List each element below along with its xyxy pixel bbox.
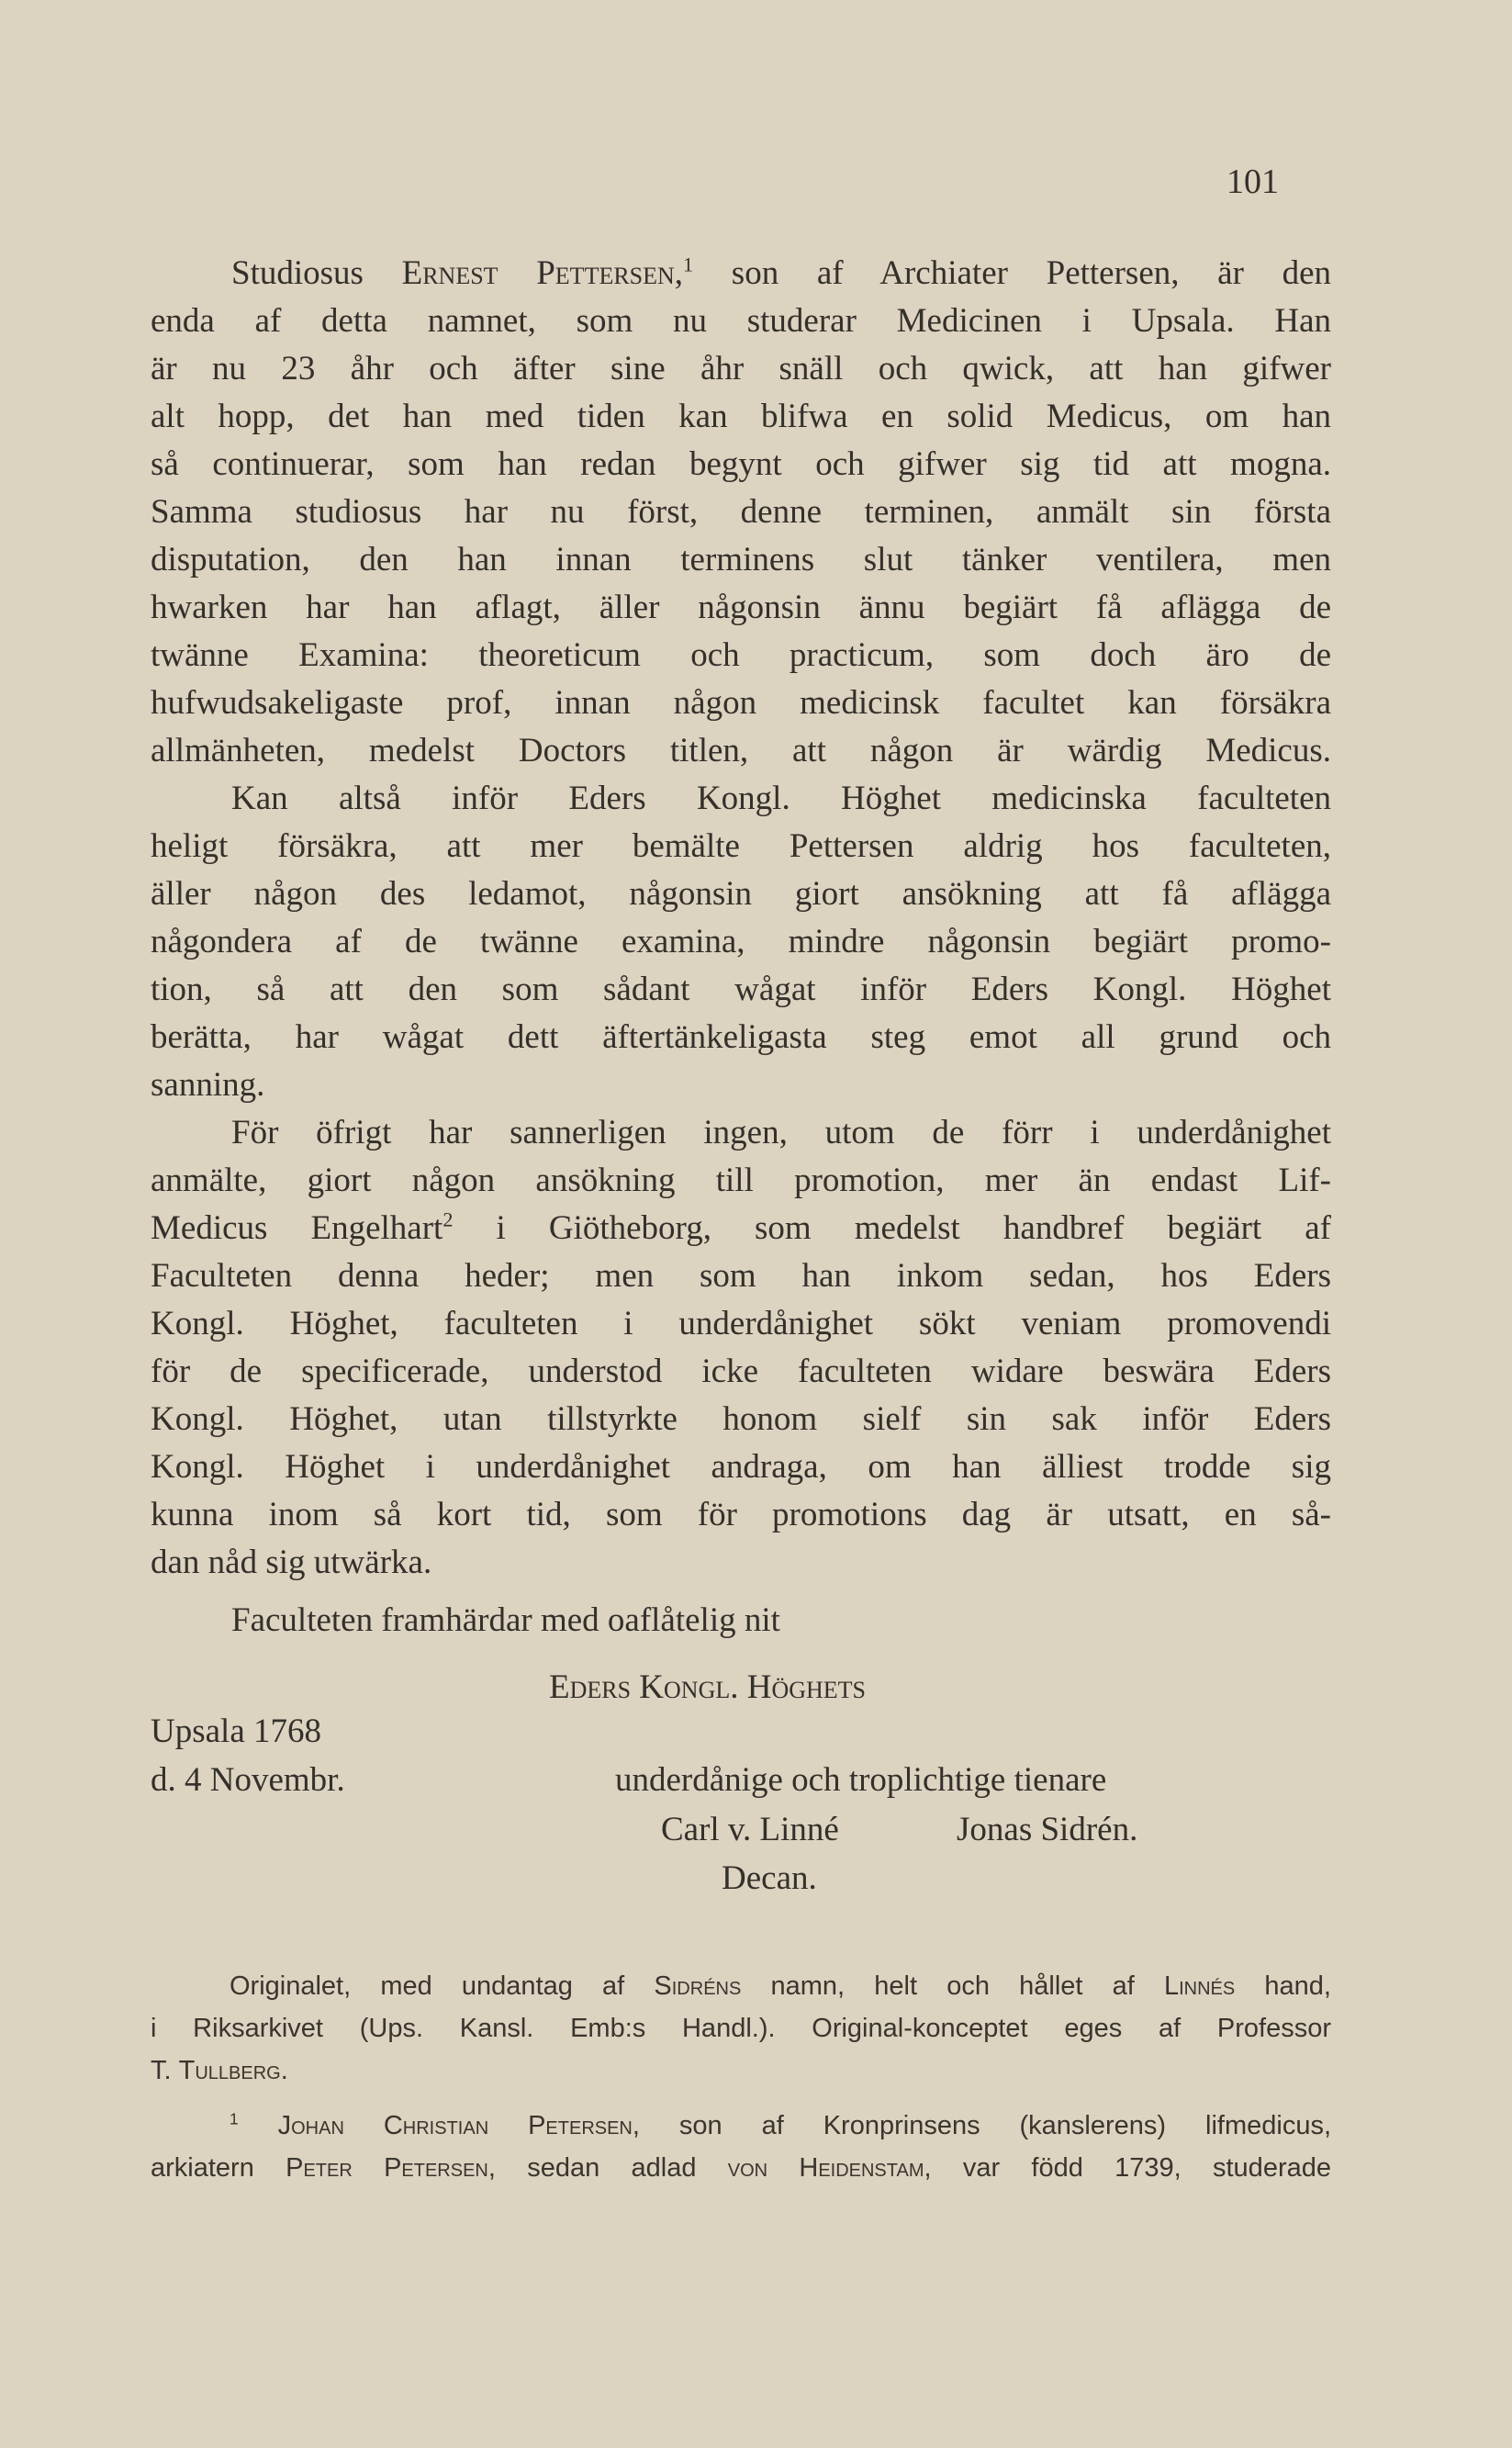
body-line: sanning. — [151, 1066, 265, 1104]
body-line: kunna inom så kort tid, som för promotions dag är utsatt, en så- — [151, 1496, 1331, 1533]
body-line: anmälte, giort någon ansökning till promotion, mer än endast Lif- — [151, 1162, 1331, 1199]
body-line: heligt försäkra, att mer bemälte Pettersen aldrig hos faculteten, — [151, 827, 1331, 865]
footnote-line: arkiatern Peter Petersen, sedan adlad von Heidenstam, var född 1739, studerade — [151, 2153, 1331, 2183]
source-note-line: Originalet, med undantag af Sidréns namn, helt och hållet af Linnés hand, — [230, 1971, 1331, 2001]
signer-linne: Carl v. Linné — [661, 1811, 839, 1848]
source-note-line: T. Tullberg. — [151, 2056, 288, 2085]
body-line: disputation, den han innan terminens slut tänker ventilera, men — [151, 541, 1331, 578]
page-number: 101 — [1226, 163, 1279, 201]
footnote-line: $^1$ Johan Christian Petersen, son af Kronprinsens (kanslerens) lifmedicus, — [230, 2109, 1332, 2140]
body-line: för de specificerade, understod icke faculteten widare beswära Eders — [151, 1353, 1331, 1390]
body-line: Kongl. Höghet i underdånighet andraga, om han älliest trodde sig — [151, 1448, 1331, 1486]
body-line: hwarken har han aflagt, äller någonsin ännu begiärt få aflägga de — [151, 589, 1331, 626]
body-line: hufwudsakeligaste prof, innan någon medicinsk facultet kan försäkra — [151, 684, 1331, 722]
body-line: är nu 23 åhr och äfter sine åhr snäll och qwick, att han gifwer — [151, 350, 1331, 387]
signature-subscription: underdånige och troplichtige tienare — [615, 1761, 1107, 1799]
body-line: någondera af de twänne examina, mindre någonsin begiärt promo- — [151, 923, 1331, 960]
person-name: Ernest Pettersen, — [401, 254, 684, 292]
body-line: tion, så att den som sådant wågat inför Eders Kongl. Höghet — [151, 971, 1331, 1008]
signature-date: d. 4 Novembr. — [151, 1761, 345, 1799]
body-line: För öfrigt har sannerligen ingen, utom de förr i underdånighet — [231, 1114, 1331, 1151]
source-note-line: i Riksarkivet (Ups. Kansl. Emb:s Handl.). Original-konceptet eges af Professor — [151, 2014, 1331, 2043]
body-line: Kan altså inför Eders Kongl. Höghet medicinska faculteten — [231, 780, 1331, 817]
footnote-ref: 2 — [442, 1207, 454, 1231]
signer-title: Decan. — [722, 1859, 817, 1897]
body-line: äller någon des ledamot, någonsin giort ansökning att få aflägga — [151, 875, 1331, 913]
signature-place: Upsala 1768 — [151, 1712, 321, 1750]
body-line: Kongl. Höghet, utan tillstyrkte honom sielf sin sak inför Eders — [151, 1400, 1331, 1438]
body-line: Faculteten denna heder; men som han inkom sedan, hos Eders — [151, 1257, 1331, 1295]
body-line: Kongl. Höghet, faculteten i underdånighet sökt veniam promovendi — [151, 1305, 1331, 1342]
footnote-number: 1 — [230, 2109, 239, 2128]
signature-addressee: Eders Kongl. Höghets — [549, 1668, 867, 1706]
body-line: enda af detta namnet, som nu studerar Medicinen i Upsala. Han — [151, 302, 1331, 340]
body-line: Medicus Engelhart$^2$ i Giötheborg, som medelst handbref begiärt af — [151, 1207, 1332, 1247]
body-line: så continuerar, som han redan begynt och gifwer sig tid att mogna. — [151, 445, 1331, 483]
body-line: twänne Examina: theoreticum och practicum, som doch äro de — [151, 636, 1331, 674]
body-line: dan nåd sig utwärka. — [151, 1544, 432, 1581]
body-line: berätta, har wågat dett äftertänkeligasta steg emot all grund och — [151, 1018, 1331, 1056]
signer-sidren: Jonas Sidrén. — [957, 1811, 1138, 1848]
body-line: Samma studiosus har nu först, denne terminen, anmält sin första — [151, 493, 1331, 531]
body-line: Studiosus Ernest Pettersen,$^1$ son af Archiater Pettersen, är den — [231, 253, 1331, 292]
body-line: alt hopp, det han med tiden kan blifwa en solid Medicus, om han — [151, 398, 1331, 435]
body-line: allmänheten, medelst Doctors titlen, att någon är wärdig Medicus. — [151, 732, 1331, 769]
closing-line: Faculteten framhärdar med oaflåtelig nit — [231, 1601, 780, 1639]
footnote-ref: 1 — [683, 253, 694, 276]
